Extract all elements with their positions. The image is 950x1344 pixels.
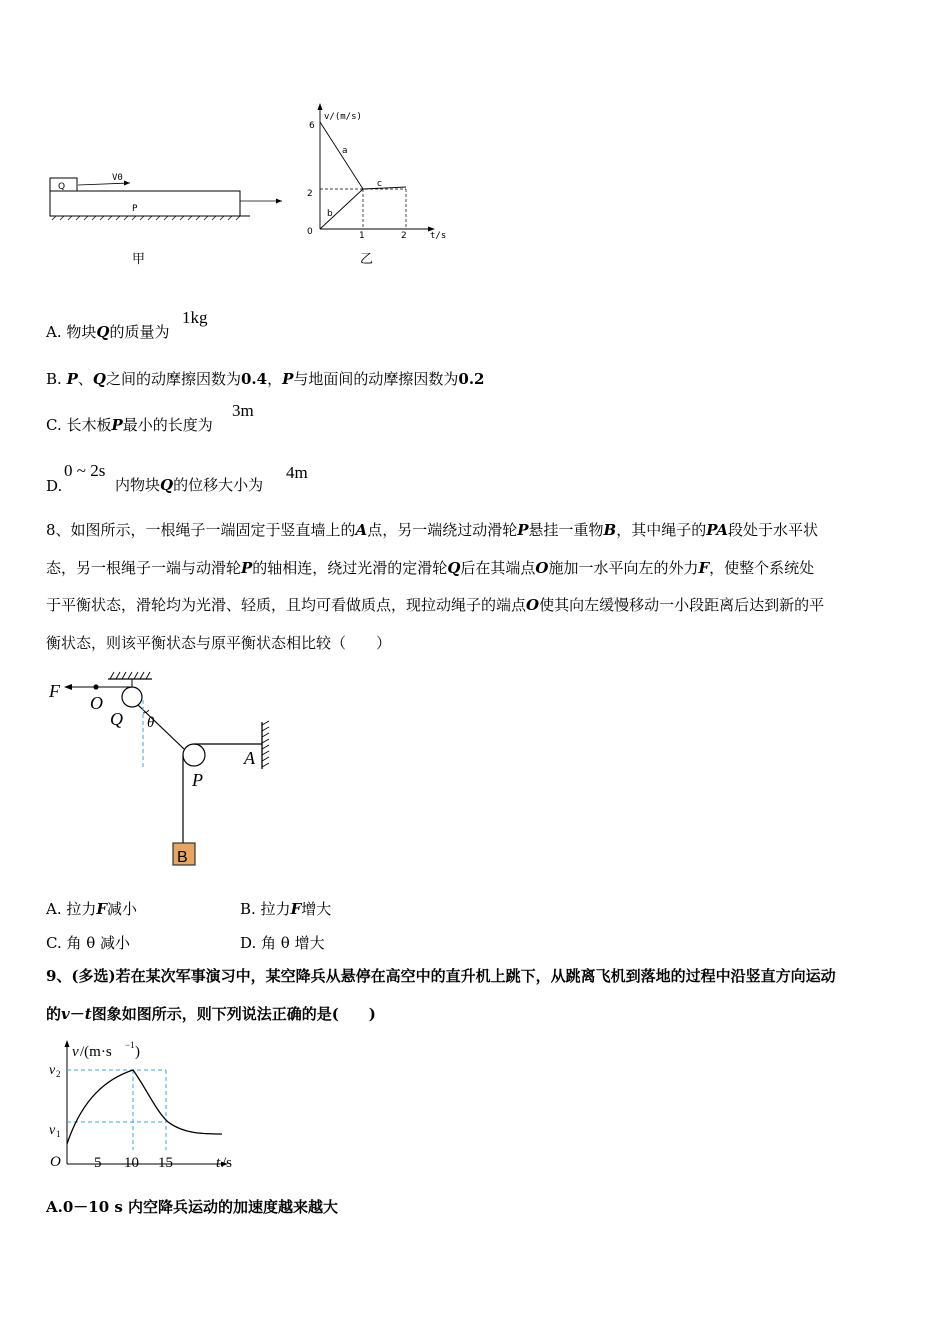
label-p: P bbox=[132, 204, 138, 214]
tick-v1: v bbox=[49, 1123, 56, 1138]
pulley-q bbox=[122, 687, 142, 707]
board-p bbox=[50, 191, 240, 216]
figure-yi bbox=[300, 100, 460, 270]
tick-x2: 2 bbox=[401, 231, 407, 241]
tick-o: 0 bbox=[307, 227, 313, 237]
tick-15: 15 bbox=[158, 1155, 173, 1171]
label-o: O bbox=[90, 693, 103, 713]
caption-yi: 乙 bbox=[360, 252, 374, 267]
label-c: c bbox=[377, 179, 382, 189]
line-c bbox=[363, 187, 406, 189]
y-axis-close: ) bbox=[135, 1044, 140, 1060]
vt-curve bbox=[67, 1070, 222, 1144]
y-axis-label: v/(m/s) bbox=[324, 112, 362, 122]
q8-line-3: 于平衡状态，滑轮均为光滑、轻质，且均可看做质点，现拉动绳子的端点O使其向左缓慢移动一小段距离后达到新的平 bbox=[46, 596, 825, 614]
tick-v2-sub: 2 bbox=[56, 1069, 61, 1079]
q8-option-d: D. 角 θ 增大 bbox=[240, 934, 325, 952]
q9-stem bbox=[46, 958, 836, 1033]
y-axis-unit: /(m·s bbox=[80, 1044, 112, 1060]
figure-jia bbox=[40, 160, 290, 270]
q7-option-c-value: 3m bbox=[232, 401, 254, 420]
q7-option-d-prefix: D. bbox=[46, 477, 63, 495]
tick-y6: 6 bbox=[309, 121, 315, 131]
x-axis-t: t bbox=[216, 1155, 221, 1171]
pulley-p bbox=[183, 744, 205, 766]
q8-line-2: 态，另一根绳子一端与动滑轮P的轴相连，绕过光滑的定滑轮Q后在其端点O施加一水平向左的外力F，使整个系统处 bbox=[46, 558, 815, 577]
label-p: P bbox=[192, 770, 203, 790]
q9-line-1: 9、(多选)若在某次军事演习中，某空降兵从悬停在高空中的直升机上跳下，从跳离飞机到落地的过程中沿竖直方向运动 bbox=[46, 967, 836, 985]
q7-option-d-value: 4m bbox=[286, 463, 308, 482]
q8-stem bbox=[46, 512, 916, 662]
q7-option-b: B. P、Q之间的动摩擦因数为0.4，P与地面间的动摩擦因数为0.2 bbox=[46, 370, 485, 388]
q8-line-1: 8、如图所示，一根绳子一端固定于竖直墙上的A点，另一端绕过动滑轮P悬挂一重物B，其中绳子的PA段处于水平状 bbox=[46, 521, 819, 539]
caption-jia: 甲 bbox=[132, 252, 146, 267]
label-q: Q bbox=[58, 182, 66, 192]
x-axis-unit: /s bbox=[222, 1155, 233, 1171]
q8-line-4: 衡状态，则该平衡状态与原平衡状态相比较（ ） bbox=[46, 633, 392, 652]
tick-5: 5 bbox=[94, 1155, 102, 1171]
q8-option-c: C. 角 θ 减小 bbox=[46, 934, 131, 952]
q7-option-d-range: 0 ~ 2s bbox=[64, 461, 106, 480]
y-axis-v: v bbox=[72, 1044, 79, 1060]
label-a: a bbox=[342, 146, 348, 156]
label-b: b bbox=[327, 209, 333, 219]
tick-10: 10 bbox=[124, 1155, 139, 1171]
tick-y2: 2 bbox=[307, 189, 313, 199]
q7-option-c: C. 长木板P最小的长度为 bbox=[46, 416, 213, 434]
q9-option-a: A.0－10 s 内空降兵运动的加速度越来越大 bbox=[46, 1198, 339, 1216]
q7-option-d: 内物块Q的位移大小为 bbox=[115, 476, 264, 494]
tick-origin: O bbox=[50, 1154, 61, 1170]
q7-option-a-value: 1kg bbox=[182, 308, 208, 327]
label-f: F bbox=[49, 681, 60, 701]
tick-x1: 1 bbox=[359, 231, 365, 241]
q7-option-a: A. 物块Q的质量为 bbox=[46, 323, 170, 341]
label-b: B bbox=[177, 849, 188, 866]
label-q: Q bbox=[110, 709, 123, 729]
label-a: A bbox=[244, 748, 255, 768]
x-axis-label: t/s bbox=[430, 231, 447, 241]
tick-v2: v bbox=[49, 1063, 56, 1078]
label-theta: θ bbox=[147, 715, 155, 731]
q9-line-2: 的v－t图象如图所示，则下列说法正确的是( ) bbox=[46, 1004, 376, 1023]
q8-option-a: A. 拉力F减小 bbox=[46, 900, 138, 918]
q8-option-b: B. 拉力F增大 bbox=[240, 900, 332, 918]
tick-v1-sub: 1 bbox=[56, 1129, 61, 1139]
figure-vt bbox=[44, 1036, 244, 1176]
figure-pulley bbox=[40, 665, 280, 875]
y-axis-exp: −1 bbox=[125, 1040, 135, 1050]
label-v0: V0 bbox=[112, 173, 123, 183]
